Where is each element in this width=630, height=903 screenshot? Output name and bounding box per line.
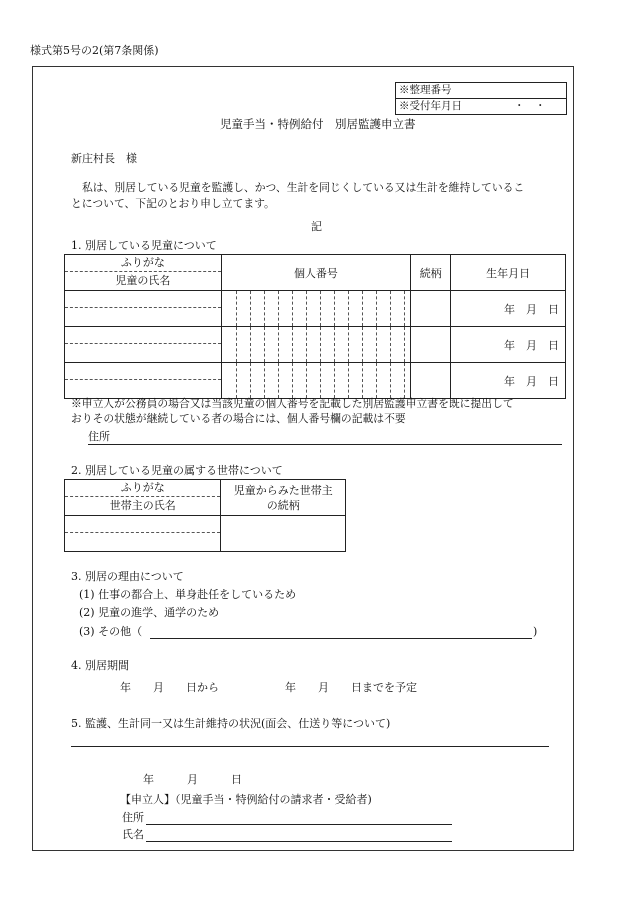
hh-relation-input[interactable] — [221, 516, 346, 552]
table-row — [65, 516, 346, 552]
period-text[interactable]: 年 月 日から 年 月 日までを予定 — [120, 681, 417, 694]
digit-separator — [292, 363, 293, 398]
birthdate-input[interactable]: 年 月 日 — [451, 363, 566, 399]
digit-separator — [306, 363, 307, 398]
children-table-header — [65, 255, 566, 291]
hh-name-input[interactable] — [65, 532, 220, 551]
digit-separator — [348, 291, 349, 326]
digit-separator — [404, 291, 405, 326]
digit-separator — [250, 291, 251, 326]
digit-separator — [362, 327, 363, 362]
digit-separator — [362, 291, 363, 326]
status-line[interactable] — [71, 746, 549, 747]
table-row — [65, 327, 566, 363]
section2-heading: 2. 別居している児童の属する世帯について — [71, 464, 283, 477]
child-name-input[interactable] — [65, 343, 221, 362]
col-personal-number: 個人番号 — [221, 255, 411, 291]
col-relation: 続柄 — [411, 255, 451, 291]
col-hh-furigana: ふりがな — [120, 481, 165, 494]
digit-separator — [264, 327, 265, 362]
personal-number-input[interactable] — [221, 291, 411, 327]
child-name-input[interactable] — [65, 307, 221, 326]
section3-heading: 3. 別居の理由について — [71, 570, 184, 583]
reason-close-paren: ) — [533, 625, 538, 638]
children-table — [64, 254, 566, 399]
signature-date[interactable]: 年 月 日 — [143, 773, 242, 786]
applicant-name-label: 氏名 — [122, 828, 144, 841]
digit-separator — [292, 291, 293, 326]
digit-separator — [264, 291, 265, 326]
applicant-name-line[interactable] — [146, 841, 452, 842]
hh-furigana-input[interactable] — [65, 516, 220, 532]
digit-separator — [306, 327, 307, 362]
personal-number-input[interactable] — [221, 363, 411, 399]
addressee: 新庄村長 様 — [71, 152, 137, 165]
table-row — [65, 291, 566, 327]
digit-separator — [278, 291, 279, 326]
digit-separator — [292, 327, 293, 362]
reason-item-1[interactable]: (1) 仕事の都合上、単身赴任をしているため — [79, 588, 297, 601]
ki-mark: 記 — [311, 220, 322, 233]
digit-separator — [236, 363, 237, 398]
section1-heading: 1. 別居している児童について — [71, 239, 217, 252]
col-hh-relation-1: 児童からみた世帯主 — [233, 483, 333, 497]
reception-number-field[interactable]: ※整理番号 — [399, 84, 452, 96]
digit-separator — [390, 327, 391, 362]
applicant-label: 【申立人】（児童手当・特例給付の請求者・受給者) — [120, 793, 372, 806]
birthdate-input[interactable]: 年 月 日 — [451, 291, 566, 327]
col-hh-relation-2: の続柄 — [266, 498, 300, 512]
digit-separator — [278, 363, 279, 398]
section5-heading: 5. 監護、生計同一又は生計維持の状況(面会、仕送り等について) — [71, 717, 391, 730]
birthdate-input[interactable]: 年 月 日 — [451, 327, 566, 363]
digit-separator — [320, 363, 321, 398]
digit-separator — [236, 327, 237, 362]
applicant-address-label: 住所 — [122, 811, 144, 824]
child-furigana-input[interactable] — [65, 363, 221, 379]
reception-box — [395, 82, 567, 115]
digit-separator — [236, 291, 237, 326]
reason-item-2[interactable]: (2) 児童の進学、通学のため — [79, 606, 220, 619]
digit-separator — [320, 291, 321, 326]
note-line-2: おりその状態が継続している者の場合には、個人番号欄の記載は不要 — [71, 412, 406, 425]
reason-item-3[interactable]: (3) その他（ — [79, 625, 143, 638]
reception-date-field[interactable] — [396, 98, 566, 114]
digit-separator — [306, 291, 307, 326]
digit-separator — [404, 363, 405, 398]
applicant-address-line[interactable] — [146, 824, 452, 825]
digit-separator — [390, 363, 391, 398]
household-table — [64, 479, 346, 552]
digit-separator — [404, 327, 405, 362]
digit-separator — [250, 363, 251, 398]
digit-separator — [376, 327, 377, 362]
intro-line-1: 私は、別居している児童を監護し、かつ、生計を同じくしている又は生計を維持しているこ — [82, 181, 525, 194]
digit-separator — [320, 327, 321, 362]
child-furigana-input[interactable] — [65, 327, 221, 343]
address-label-1: 住所 — [88, 430, 110, 443]
relation-input[interactable] — [411, 327, 451, 363]
child-furigana-input[interactable] — [65, 291, 221, 307]
section4-heading: 4. 別居期間 — [71, 659, 129, 672]
digit-separator — [278, 327, 279, 362]
digit-separator — [348, 363, 349, 398]
child-name-input[interactable] — [65, 379, 221, 398]
personal-number-input[interactable] — [221, 327, 411, 363]
table-row — [65, 363, 566, 399]
intro-line-2: とについて、下記のとおり申し立てます。 — [71, 197, 275, 210]
digit-separator — [334, 291, 335, 326]
digit-separator — [348, 327, 349, 362]
col-hh-name: 世帯主の氏名 — [65, 496, 220, 515]
relation-input[interactable] — [411, 363, 451, 399]
col-furigana: ふりがな — [120, 256, 165, 269]
digit-separator — [250, 327, 251, 362]
reception-date-seps: ・ ・ — [514, 100, 546, 112]
reason-other-line[interactable] — [150, 638, 532, 639]
digit-separator — [362, 363, 363, 398]
col-child-name: 児童の氏名 — [65, 271, 221, 290]
digit-separator — [390, 291, 391, 326]
digit-separator — [264, 363, 265, 398]
form-number-label: 様式第5号の2(第7条関係) — [30, 44, 159, 57]
digit-separator — [376, 363, 377, 398]
reception-date-label: ※受付年月日 — [399, 100, 462, 112]
digit-separator — [376, 291, 377, 326]
relation-input[interactable] — [411, 291, 451, 327]
form-title: 児童手当・特例給付 別居監護申立書 — [220, 117, 416, 131]
col-birthdate: 生年月日 — [451, 255, 566, 291]
digit-separator — [334, 327, 335, 362]
digit-separator — [334, 363, 335, 398]
address-line-1[interactable] — [88, 444, 562, 445]
note-line-1: ※申立人が公務員の場合又は当該児童の個人番号を記載した別居監護申立書を既に提出して — [71, 397, 514, 410]
